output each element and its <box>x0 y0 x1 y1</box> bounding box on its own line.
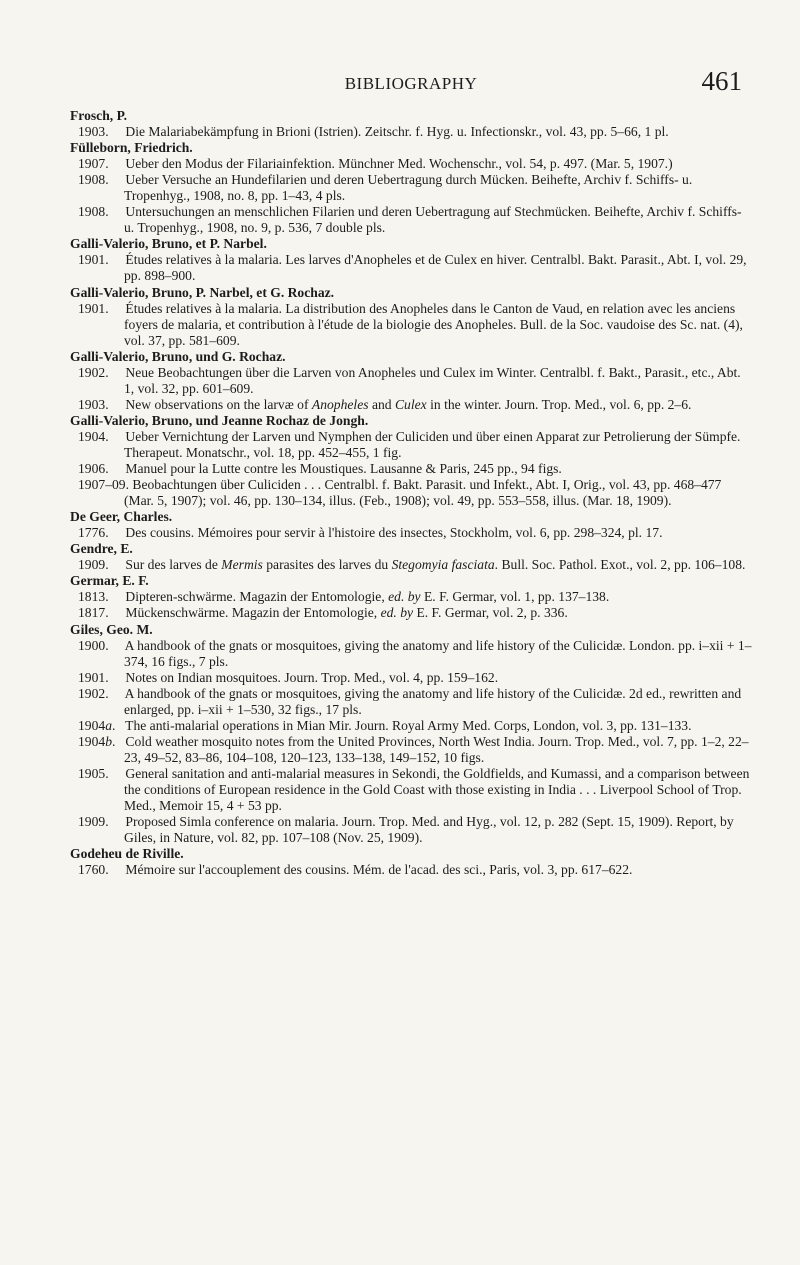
entry-citation: Mückenschwärme. Magazin der Entomologie, ed. by E. F. Germar, vol. 2, p. 336. <box>122 605 568 621</box>
entry-citation: Ueber Versuche an Hundefilarien und deren Uebertragung durch Mücken. Beihefte, Archiv f. Schiffs- u. Tropenhyg., 1908, no. 8, pp. 1–43, 4 pls. <box>122 172 693 204</box>
entry-citation: The anti-malarial operations in Mian Mir. Journ. Royal Army Med. Corps, London, vol. 3, pp. 131–133. <box>122 717 692 733</box>
entry-year: 1904b. <box>78 733 116 749</box>
entry-citation: A handbook of the gnats or mosquitoes, giving the anatomy and life history of the Culicidæ. 2d ed., rewritten and enlarged, pp. i–xii + 1–530, 32 figs., 17 pls. <box>122 685 742 717</box>
bibliography-entry <box>70 525 752 541</box>
entry-citation: Études relatives à la malaria. La distribution des Anopheles dans le Canton de Vaud, en relation avec les anciens foyers de malaria, et contribution à l'étude de la biologie des Anopheles. Bull. de la Soc. vaudoise des Sc. nat. (4), vol. 37, pp. 581–609. <box>122 300 743 348</box>
entry-year: 1776. <box>78 525 109 541</box>
bibliography-entry <box>70 461 752 477</box>
entry-year: 1813. <box>78 589 109 605</box>
author-heading: Galli-Valerio, Bruno, und G. Rochaz. <box>70 348 286 364</box>
bibliography-entry <box>70 477 752 509</box>
bibliography-entry <box>70 670 752 686</box>
entry-year: 1909. <box>78 814 109 830</box>
entry-citation: New observations on the larvæ of Anopheles and Culex in the winter. Journ. Trop. Med., vol. 6, pp. 2–6. <box>122 396 692 412</box>
entry-year: 1905. <box>78 765 109 781</box>
bibliography-entry <box>70 605 752 621</box>
entry-year: 1908. <box>78 172 109 188</box>
bibliography-entry <box>70 734 752 766</box>
author-heading: De Geer, Charles. <box>70 509 173 525</box>
bibliography-entry <box>70 124 752 140</box>
bibliography-entry <box>70 718 752 734</box>
entry-citation: Proposed Simla conference on malaria. Journ. Trop. Med. and Hyg., vol. 12, p. 282 (Sept. 15, 1909). Report, by Giles, in Nature, vol. 82, pp. 107–108 (Nov. 25, 1909). <box>122 814 734 846</box>
entry-year: 1906. <box>78 461 109 477</box>
entry-citation: Beobachtungen über Culiciden . . . Centralbl. f. Bakt. Parasit. und Infekt., Abt. I, Orig., vol. 43, pp. 468–477 (Mar. 5, 1907); vol. 46, pp. 130–134, illus. (Feb., 1908); vol. 49, pp. 553–558, illus. (Mar. 18, 1909). <box>124 477 722 509</box>
entry-year: 1900. <box>78 637 109 653</box>
bibliography-entry <box>70 766 752 814</box>
bibliography-entry <box>70 397 752 413</box>
author-heading: Giles, Geo. M. <box>70 621 153 637</box>
entry-year: 1901. <box>78 300 109 316</box>
author-heading: Fülleborn, Friedrich. <box>70 140 193 156</box>
entry-year: 1903. <box>78 124 109 140</box>
entry-citation: Études relatives à la malaria. Les larves d'Anopheles et de Culex en hiver. Centralbl. Bakt. Parasit., Abt. I, vol. 29, pp. 898–900. <box>122 252 747 284</box>
entry-citation: Neue Beobachtungen über die Larven von Anopheles und Culex im Winter. Centralbl. f. Bakt., Parasit., etc., Abt. 1, vol. 32, pp. 601–609. <box>122 364 741 396</box>
entry-year: 1901. <box>78 252 109 268</box>
entry-citation: Ueber den Modus der Filariainfektion. Münchner Med. Wochenschr., vol. 54, p. 497. (Mar. 5, 1907.) <box>122 156 673 172</box>
bibliography-entry <box>70 156 752 172</box>
entry-year: 1901. <box>78 669 109 685</box>
bibliography-entry <box>70 252 752 284</box>
bibliography-entry <box>70 365 752 397</box>
author-heading: Frosch, P. <box>70 108 128 123</box>
entry-year: 1817. <box>78 605 109 621</box>
entry-year: 1903. <box>78 396 109 412</box>
entry-year: 1908. <box>78 204 109 220</box>
bibliography-entry <box>70 814 752 846</box>
author-heading: Galli-Valerio, Bruno, et P. Narbel. <box>70 236 267 252</box>
entry-citation: General sanitation and anti-malarial measures in Sekondi, the Goldfields, and Kumassi, and a comparison between the conditions of European residence in the Gold Coast with those existing in India . . . Liverpool School of Trop. Med., Memoir 15, 4 + 53 pp. <box>122 765 750 814</box>
author-heading: Galli-Valerio, Bruno, P. Narbel, et G. Rochaz. <box>70 284 335 300</box>
entry-year: 1904. <box>78 428 109 444</box>
entry-year: 1902. <box>78 685 109 701</box>
bibliography-entry <box>70 429 752 461</box>
bibliography-entry <box>70 862 752 878</box>
entry-year: 1907. <box>78 156 109 172</box>
entry-citation: Untersuchungen an menschlichen Filarien und deren Uebertragung auf Stechmücken. Beihefte, Archiv f. Schiffs- u. Tropenhyg., 1908, no. 9, p. 536, 7 double pls. <box>122 204 742 236</box>
bibliography-entry <box>70 301 752 349</box>
bibliography-entry <box>70 589 752 605</box>
entry-citation: A handbook of the gnats or mosquitoes, giving the anatomy and life history of the Culicidæ. London. pp. i–xii + 1–374, 16 figs., 7 pls. <box>122 637 752 669</box>
entry-year: 1907–09. <box>78 477 129 493</box>
page-header <box>70 0 752 108</box>
author-heading: Godeheu de Riville. <box>70 846 184 862</box>
entry-citation: Des cousins. Mémoires pour servir à l'histoire des insectes, Stockholm, vol. 6, pp. 298–324, pl. 17. <box>122 525 663 541</box>
bibliography-entry <box>70 557 752 573</box>
running-head: BIBLIOGRAPHY <box>344 74 478 93</box>
bibliography-list <box>70 108 752 878</box>
entry-year: 1909. <box>78 557 109 573</box>
entry-citation: Die Malariabekämpfung in Brioni (Istrien). Zeitschr. f. Hyg. u. Infectionskr., vol. 43, pp. 5–66, 1 pl. <box>122 124 669 140</box>
entry-citation: Sur des larves de Mermis parasites des larves du Stegomyia fasciata. Bull. Soc. Pathol. Exot., vol. 2, pp. 106–108. <box>122 557 746 573</box>
bibliography-entry <box>70 686 752 718</box>
entry-citation: Ueber Vernichtung der Larven und Nymphen der Culiciden und über einen Apparat zur Petrolierung der Sümpfe. Therapeut. Monatschr., vol. 18, pp. 452–455, 1 fig. <box>122 428 741 460</box>
bibliography-entry <box>70 638 752 670</box>
entry-year: 1760. <box>78 862 109 878</box>
author-heading: Germar, E. F. <box>70 573 149 589</box>
entry-citation: Manuel pour la Lutte contre les Moustiques. Lausanne & Paris, 245 pp., 94 figs. <box>122 461 562 477</box>
entry-citation: Notes on Indian mosquitoes. Journ. Trop. Med., vol. 4, pp. 159–162. <box>122 669 499 685</box>
entry-year: 1902. <box>78 364 109 380</box>
bibliography-entry <box>70 172 752 204</box>
entry-citation: Mémoire sur l'accouplement des cousins. Mém. de l'acad. des sci., Paris, vol. 3, pp. 617–622. <box>122 862 633 878</box>
bibliography-entry <box>70 204 752 236</box>
entry-year: 1904a. <box>78 717 116 733</box>
entry-citation: Cold weather mosquito notes from the United Provinces, North West India. Journ. Trop. Med., vol. 7, pp. 1–2, 22–23, 49–52, 83–86, 104–108, 120–123, 133–138, 149–152, 10 figs. <box>122 733 749 765</box>
entry-citation: Dipteren-schwärme. Magazin der Entomologie, ed. by E. F. Germar, vol. 1, pp. 137–138. <box>122 589 610 605</box>
page-number: 461 <box>701 66 742 96</box>
author-heading: Galli-Valerio, Bruno, und Jeanne Rochaz de Jongh. <box>70 412 369 428</box>
author-heading: Gendre, E. <box>70 541 133 557</box>
